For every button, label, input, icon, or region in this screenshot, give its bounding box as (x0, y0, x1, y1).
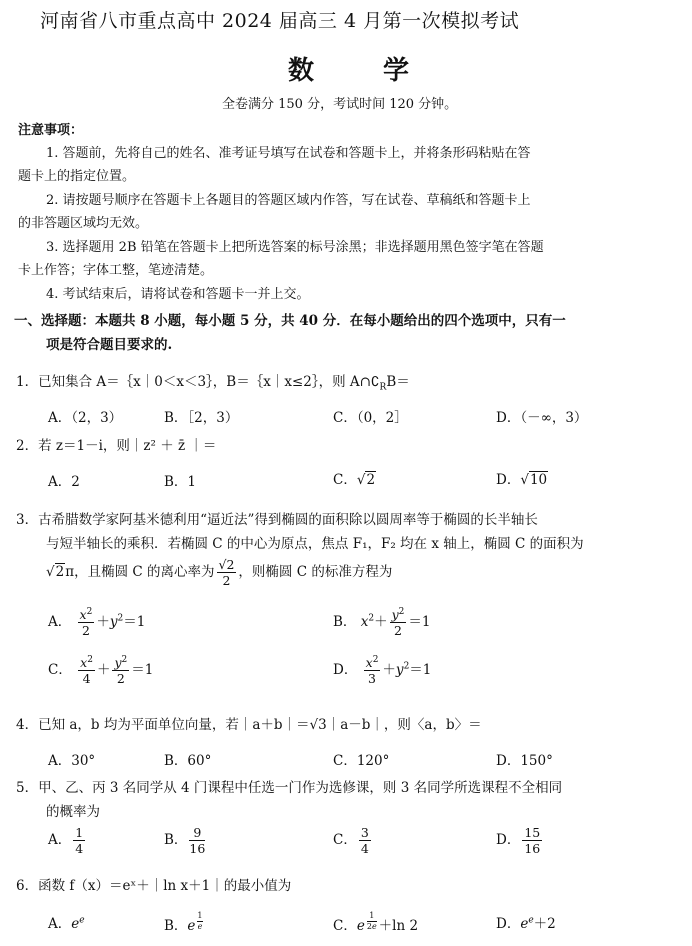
section-heading: 一、选择题：本题共 8 小题，每小题 5 分，共 40 分．在每小题给出的四个选项中，只有一 (14, 313, 566, 329)
q1-option-d: D．（－∞，3） (496, 410, 588, 426)
question-5-line1: 5．甲、乙、丙 3 名同学从 4 门课程中任选一门作为选修课，则 3 名同学所选课程不全相同 (16, 780, 563, 796)
q2-option-c: C．√2 (333, 472, 376, 488)
q1-option-b: B．［2，3） (164, 410, 239, 426)
question-3-line2: 与短半轴长的乘积．若椭圆 C 的中心为原点，焦点 F₁，F₂ 均在 x 轴上，椭圆 C 的面积为 (46, 536, 584, 552)
q2-option-a: A．2 (48, 474, 80, 490)
q5-option-d: D． $\frac{15}{16}$ (496, 825, 541, 857)
note-line: 1. 答题前，先将自己的姓名、准考证号填写在试卷和答题卡上，并将条形码粘贴在答 (46, 146, 531, 161)
q5-option-a: A． $\frac{1}{4}$ (48, 825, 84, 857)
q6-option-c: C．e $^{\frac{1}{2e}}$ ＋ln 2 (333, 911, 419, 934)
question-2-stem: 2．若 z＝1－i，则｜z² ＋ z̄ ｜＝ (16, 438, 217, 454)
q6-option-a: A．$e^e$ (48, 915, 85, 932)
score-line: 全卷满分 150 分，考试时间 120 分钟。 (222, 97, 458, 112)
note-line: 3. 选择题用 2B 铅笔在答题卡上把所选答案的标号涂黑；非选择题用黑色签字笔在答题 (46, 240, 544, 255)
subject-title: 数 学 (288, 56, 440, 86)
q3-option-a: A． $\frac{x^2}{2}$ $+y^2=1$ (48, 607, 146, 639)
question-6-stem: 6．函数 f（x）＝eˣ＋｜ln x＋1｜的最小值为 (16, 878, 292, 894)
q3-option-d: D． $\frac{x^2}{3}$ $+y^2=1$ (333, 655, 432, 687)
q4-option-c: C．120° (333, 753, 390, 769)
q1-option-a: A．（2，3） (48, 410, 123, 426)
q2-option-b: B．1 (164, 474, 197, 490)
q4-option-d: D．150° (496, 753, 553, 769)
q3-option-b: B． $x^2+$ $\frac{y^2}{2}$ ＝1 (333, 607, 431, 639)
question-3-line3: √2π，且椭圆 C 的离心率为 $\frac{√2}{2}$ ，则椭圆 C 的标准方程为 (46, 557, 393, 589)
note-line: 的非答题区域均无效。 (18, 216, 149, 231)
q6-option-d: D．$e^e+2$ (496, 915, 556, 932)
note-line: 卡上作答；字体工整，笔迹清楚。 (18, 263, 214, 278)
question-3-line1: 3．古希腊数学家阿基米德利用“逼近法”得到椭圆的面积除以圆周率等于椭圆的长半轴长 (16, 512, 538, 528)
question-5-line2: 的概率为 (46, 804, 100, 820)
q5-option-b: B． $\frac{9}{16}$ (164, 825, 206, 857)
q1-option-c: C．（0，2］ (333, 410, 408, 426)
exam-title: 河南省八市重点高中 2024 届高三 4 月第一次模拟考试 (40, 10, 520, 32)
note-line: 4. 考试结束后，请将试卷和答题卡一并上交。 (46, 287, 310, 302)
q2-option-d: D．√10 (496, 472, 548, 488)
q5-option-c: C． $\frac{3}{4}$ (333, 825, 369, 857)
note-line: 题卡上的指定位置。 (18, 169, 136, 184)
q6-option-b: B．e $^{\frac{1}{e}}$ (164, 911, 203, 934)
question-4-stem: 4．已知 a，b 均为平面单位向量，若｜a＋b｜＝√3｜a－b｜，则〈a，b〉＝ (16, 717, 482, 733)
q3-option-c: C． $\frac{x^2}{4}$ ＋ $\frac{y^2}{2}$ ＝1 (48, 655, 154, 687)
q4-option-b: B．60° (164, 753, 212, 769)
section-heading-cont: 项是符合题目要求的. (46, 337, 173, 353)
q4-option-a: A．30° (48, 753, 96, 769)
question-1-stem: 1．已知集合 A＝｛x｜0＜x＜3｝，B＝｛x｜x≤2｝，则 $A\cap∁_RB=$ (16, 374, 410, 393)
notes-heading: 注意事项： (18, 123, 84, 138)
note-line: 2. 请按题号顺序在答题卡上各题目的答题区域内作答，写在试卷、草稿纸和答题卡上 (46, 193, 531, 208)
